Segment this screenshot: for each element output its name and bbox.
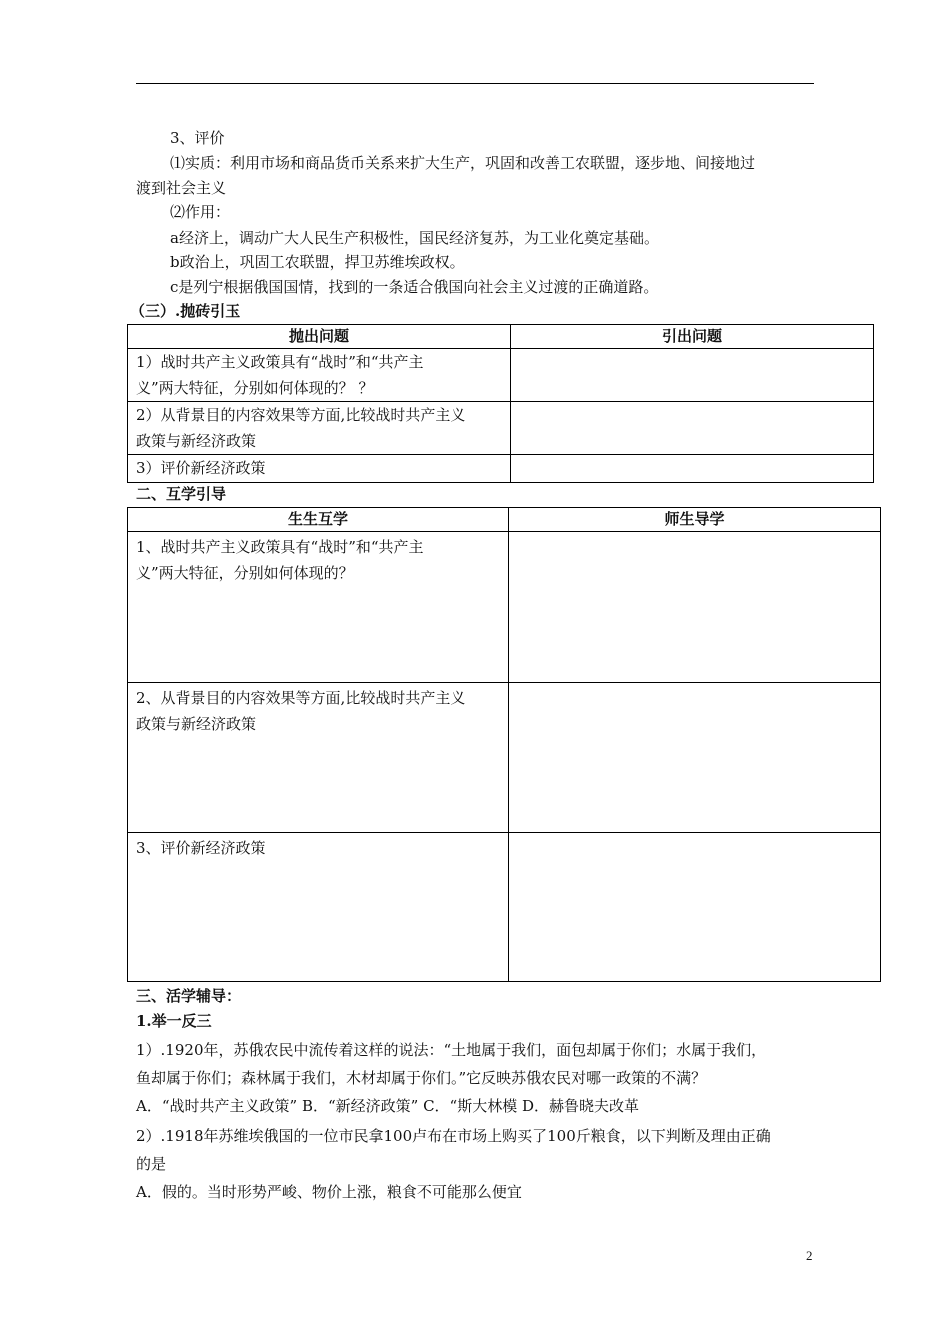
point-b: b政治上，巩固工农联盟，捍卫苏维埃政权。 (170, 253, 465, 271)
evaluation-heading: 3、评价 (170, 129, 225, 147)
question-1-line-2: 鱼却属于你们；森林属于我们，木材却属于你们。”它反映苏俄农民对哪一政策的不满？ (136, 1069, 707, 1087)
practice-subtitle: 1.举一反三 (136, 1012, 212, 1030)
question-1-options: A．“战时共产主义政策” B．“新经济政策” C．“斯大林模 D．赫鲁晓夫改革 (136, 1097, 640, 1115)
peer-cell: 2、从背景目的内容效果等方面,比较战时共产主义 政策与新经济政策 (128, 683, 509, 833)
section-mutual-title: 二、互学引导 (136, 485, 227, 503)
question-cell: 3）评价新经济政策 (128, 455, 511, 483)
table-row (128, 402, 874, 455)
table-row (128, 349, 874, 402)
section3-title: （三）.抛砖引玉 (130, 302, 241, 320)
guidance-cell[interactable] (509, 683, 881, 833)
header-questions-derived: 引出问题 (511, 325, 874, 349)
table-row (128, 833, 881, 982)
peer-cell: 3、评价新经济政策 (128, 833, 509, 982)
guidance-cell[interactable] (509, 833, 881, 982)
question-2-line-2: 的是 (136, 1155, 167, 1173)
question-cell: 2）从背景目的内容效果等方面,比较战时共产主义 政策与新经济政策 (128, 402, 511, 455)
essence-line-2: 渡到社会主义 (136, 179, 227, 197)
section-practice-title: 三、活学辅导： (136, 987, 242, 1005)
question-1-line-1: 1）.1920年，苏俄农民中流传着这样的说法：“土地属于我们，面包却属于你们；水属于我们， (136, 1041, 767, 1059)
answer-cell[interactable] (511, 349, 874, 402)
role-label: ⑵作用： (170, 203, 231, 221)
guidance-cell[interactable] (509, 532, 881, 683)
point-a: a经济上，调动广大人民生产积极性，国民经济复苏，为工业化奠定基础。 (170, 229, 659, 247)
answer-cell[interactable] (511, 402, 874, 455)
mutual-table (127, 507, 881, 982)
essence-line-1: ⑴实质：利用市场和商品货币关系来扩大生产，巩固和改善工农联盟，逐步地、间接地过 (170, 154, 756, 172)
table-row (128, 532, 881, 683)
answer-cell[interactable] (511, 455, 874, 483)
header-teacher-guidance: 师生导学 (509, 508, 881, 532)
table-row (128, 455, 874, 483)
page-number: 2 (806, 1248, 813, 1263)
table-row (128, 683, 881, 833)
header-questions-posed: 抛出问题 (128, 325, 511, 349)
section3-table (127, 324, 874, 483)
header-rule (136, 83, 814, 84)
peer-cell: 1、战时共产主义政策具有“战时”和“共产主 义”两大特征，分别如何体现的？ (128, 532, 509, 683)
question-2-option-a: A．假的。当时形势严峻、物价上涨，粮食不可能那么便宜 (136, 1183, 522, 1201)
point-c: c是列宁根据俄国国情，找到的一条适合俄国向社会主义过渡的正确道路。 (170, 278, 659, 296)
header-peer-learning: 生生互学 (128, 508, 509, 532)
question-2-line-1: 2）.1918年苏维埃俄国的一位市民拿100卢布在市场上购买了100斤粮食，以下判断及理由正确 (136, 1127, 771, 1145)
question-cell: 1）战时共产主义政策具有“战时”和“共产主 义”两大特征，分别如何体现的？ ？ (128, 349, 511, 402)
